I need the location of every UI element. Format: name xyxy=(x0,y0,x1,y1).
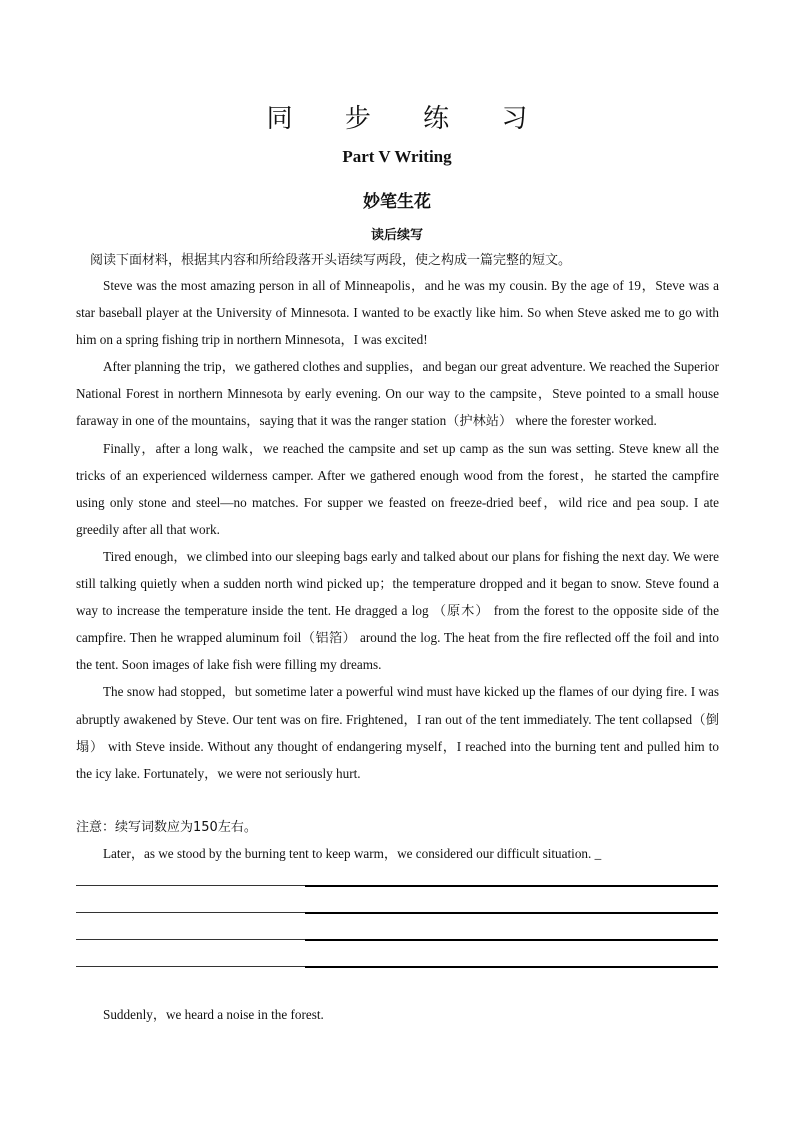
answer-line[interactable] xyxy=(76,966,718,967)
answer-line[interactable] xyxy=(76,885,718,886)
page-title: 同 步 练 习 xyxy=(266,104,550,134)
reading-passage xyxy=(76,272,719,787)
continuation-prompt-2: Suddenly，we heard a noise in the forest. xyxy=(103,1007,324,1022)
passage-paragraph-3: Finally，after a long walk，we reached the campsite and set up camp as the sun was setting. Steve knew all the tricks of an experienced wilderness camper. After we gathered enough wood from the forest，he started the campfire using only stone and steel—no matches. For supper we feasted on freeze-dried beef，wild rice and pea soup. I ate greedily after all that work. xyxy=(76,440,719,537)
subsection-heading: 读后续写 xyxy=(370,228,423,243)
passage-paragraph-2: After planning the trip，we gathered clothes and supplies，and began our great adventure. We reached the Superior National Forest in northern Minnesota by early evening. On our way to the campsite，Steve pointed to a small house faraway in one of the mountains，saying that it was the ranger station（护林站） where the forester worked. xyxy=(76,359,719,429)
answer-line[interactable] xyxy=(76,939,718,940)
answer-line[interactable] xyxy=(76,912,718,913)
passage-paragraph-4: Tired enough，we climbed into our sleeping bags early and talked about our plans for fishing the next day. We were still talking quietly when a sudden north wind picked up；the temperature dropped and it began to snow. Steve found a way to increase the temperature inside the tent. He dragged a log （原木） from the forest to the opposite side of the campfire. Then he wrapped aluminum foil（铝箔） around the log. The heat from the fire reflected off the foil and into the tent. Soon images of lake fish were filling my dreams. xyxy=(76,548,719,673)
word-count-note: 注意：续写词数应为150左右。 xyxy=(76,820,257,835)
passage-paragraph-1: Steve was the most amazing person in all of Minneapolis，and he was my cousin. By the age of 19，Steve was a star baseball player at the University of Minnesota. I wanted to be exactly like him. So when Steve asked me to go with him on a spring fishing trip in northern Minnesota，I was excited! xyxy=(76,278,719,348)
part-heading: Part V Writing xyxy=(342,147,452,166)
continuation-prompt-1: Later，as we stood by the burning tent to keep warm，we considered our difficult situation. _ xyxy=(103,846,602,861)
passage-paragraph-5: The snow had stopped，but sometime later a powerful wind must have kicked up the flames of our dying fire. I was abruptly awakened by Steve. Our tent was on fire. Frightened，I ran out of the tent immediately. The tent collapsed（倒塌） with Steve inside. Without any thought of endangering myself，I reached into the burning tent and pulled him to the icy lake. Fortunately，we were not seriously hurt. xyxy=(76,684,719,781)
section-heading: 妙笔生花 xyxy=(363,192,431,212)
instruction-text: 阅读下面材料，根据其内容和所给段落开头语续写两段，使之构成一篇完整的短文。 xyxy=(90,253,572,268)
